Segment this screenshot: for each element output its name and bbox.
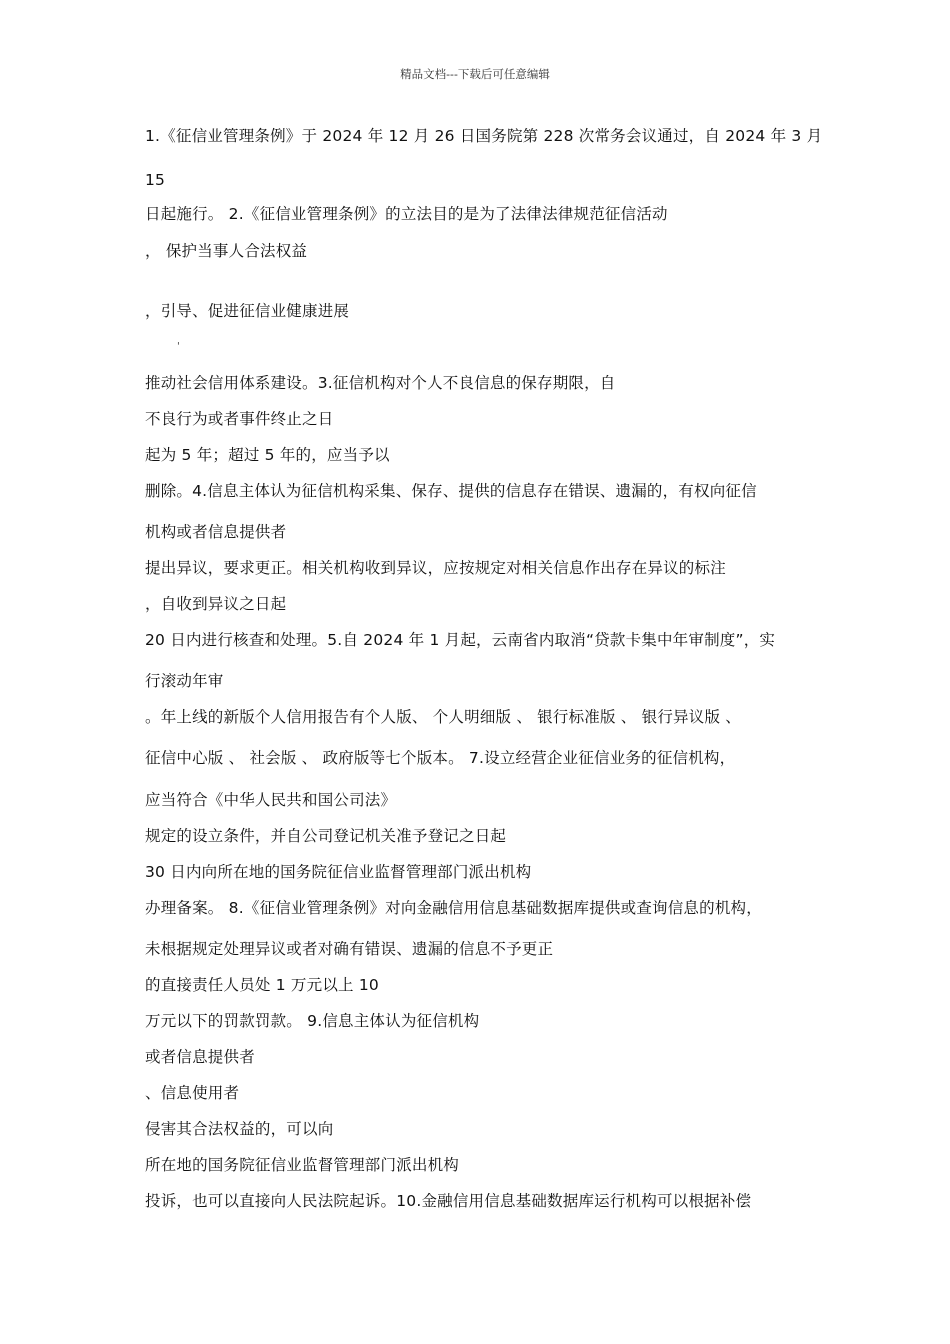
text-line: 的直接责任人员处 1 万元以上 10 bbox=[145, 976, 379, 994]
text-line: ， 保护当事人合法权益 bbox=[145, 242, 308, 260]
text-line: 推动社会信用体系建设。3.征信机构对个人不良信息的保存期限，自 bbox=[145, 374, 616, 392]
text-line: 30 日内向所在地的国务院征信业监督管理部门派出机构 bbox=[145, 863, 532, 881]
text-line: 起为 5 年；超过 5 年的，应当予以 bbox=[145, 446, 390, 464]
text-line: 投诉，也可以直接向人民法院起诉。10.金融信用信息基础数据库运行机构可以根据补偿 bbox=[145, 1192, 752, 1210]
text-line: 20 日内进行核查和处理。5.自 2024 年 1 月起，云南省内取消“贷款卡集中年审制度”，实 bbox=[145, 631, 776, 649]
text-line: 侵害其合法权益的，可以向 bbox=[145, 1120, 334, 1138]
text-line: 、信息使用者 bbox=[145, 1084, 240, 1102]
text-line: 提出异议，要求更正。相关机构收到异议，应按规定对相关信息作出存在异议的标注 bbox=[145, 559, 726, 577]
text-line: 应当符合《中华人民共和国公司法》 bbox=[145, 791, 397, 809]
page-header: 精品文档---下载后可任意编辑 bbox=[400, 67, 550, 81]
text-line: 办理备案。 8.《征信业管理条例》对向金融信用信息基础数据库提供或查询信息的机构， bbox=[145, 899, 762, 917]
text-line: 行滚动年审 bbox=[145, 672, 224, 690]
text-line: 1.《征信业管理条例》于 2024 年 12 月 26 日国务院第 228 次常务会议通过，自 2024 年 3 月 bbox=[145, 127, 823, 145]
text-line: 15 bbox=[145, 171, 166, 189]
text-line: 所在地的国务院征信业监督管理部门派出机构 bbox=[145, 1156, 460, 1174]
text-line: 机构或者信息提供者 bbox=[145, 523, 287, 541]
text-line: 未根据规定处理异议或者对确有错误、遗漏的信息不予更正 bbox=[145, 940, 554, 958]
text-line: 万元以下的罚款罚款。 9.信息主体认为征信机构 bbox=[145, 1012, 480, 1030]
text-line: 或者信息提供者 bbox=[145, 1048, 255, 1066]
text-line: ，引导、促进征信业健康进展 bbox=[145, 302, 350, 320]
text-line: 删除。4.信息主体认为征信机构采集、保存、提供的信息存在错误、遗漏的，有权向征信 bbox=[145, 482, 757, 500]
text-line: 。年上线的新版个人信用报告有个人版、 个人明细版 、 银行标准版 、 银行异议版 、 bbox=[145, 708, 741, 726]
text-line: 规定的设立条件，并自公司登记机关准予登记之日起 bbox=[145, 827, 507, 845]
text-line: 日起施行。 2.《征信业管理条例》的立法目的是为了法律法律规范征信活动 bbox=[145, 205, 668, 223]
stray-mark: ' bbox=[177, 341, 180, 352]
text-line: ，自收到异议之日起 bbox=[145, 595, 287, 613]
text-line: 不良行为或者事件终止之日 bbox=[145, 410, 334, 428]
text-line: 征信中心版 、 社会版 、 政府版等七个版本。 7.设立经营企业征信业务的征信机构， bbox=[145, 749, 736, 767]
